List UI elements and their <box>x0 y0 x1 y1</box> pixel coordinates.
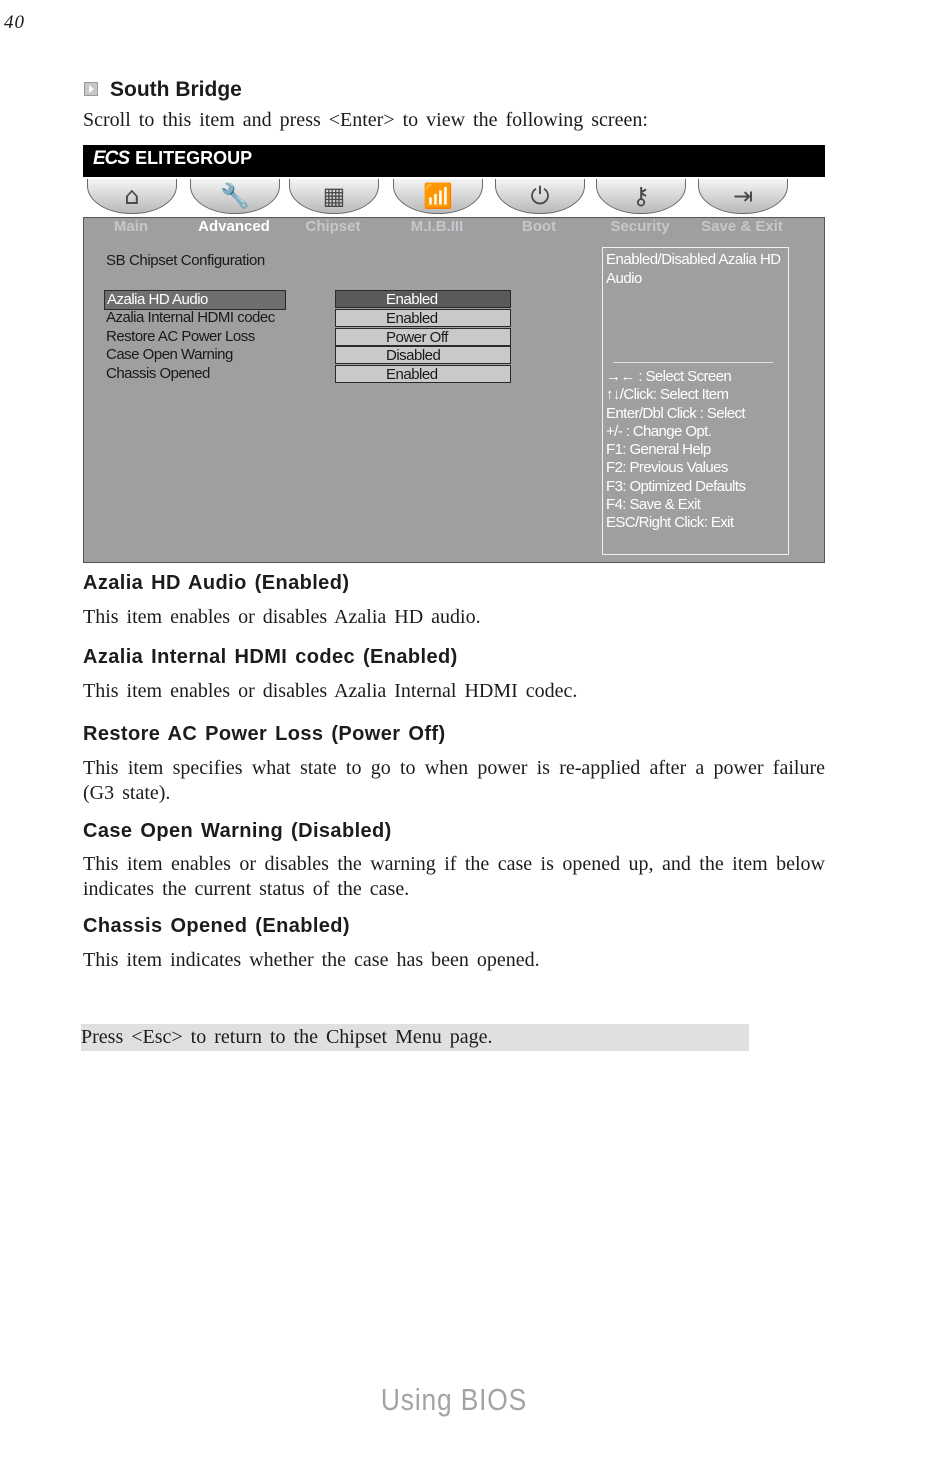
wrench-icon: 🔧 <box>190 179 280 214</box>
item-restore-ac-power-loss[interactable]: Restore AC Power Loss <box>106 328 255 345</box>
chip-icon: ▦ <box>289 179 379 214</box>
desc-title-restore-ac-power-loss: Restore AC Power Loss (Power Off) <box>83 723 446 745</box>
desc-text-restore-ac-power-loss: This item specifies what state to go to when power is re-applied after a power failure (G3 state). <box>83 757 825 804</box>
desc-text-case-open-warning: This item enables or disables the warning if the case is opened up, and the item below indicates the current status of the case. <box>83 853 825 900</box>
key-exit: ESC/Right Click: Exit <box>606 514 734 532</box>
tab-advanced[interactable] <box>186 177 282 255</box>
desc-title-azalia-hdmi-codec: Azalia Internal HDMI codec (Enabled) <box>83 646 458 668</box>
desc-text-azalia-hd-audio: This item enables or disables Azalia HD audio. <box>83 606 481 628</box>
tab-boot-label: Boot <box>521 218 557 235</box>
bios-header <box>83 145 825 177</box>
value-chassis-opened[interactable]: Enabled <box>335 365 511 383</box>
bios-body <box>83 217 825 563</box>
tab-advanced-label: Advanced <box>198 218 270 235</box>
tab-main[interactable] <box>83 177 179 255</box>
key-save-exit: F4: Save & Exit <box>606 496 701 514</box>
section-title: South Bridge <box>110 78 242 101</box>
tab-security[interactable] <box>592 177 688 255</box>
key-optimized-defaults: F3: Optimized Defaults <box>606 477 746 495</box>
tab-mib[interactable] <box>389 177 485 255</box>
key-change-opt: +/- : Change Opt. <box>606 422 712 440</box>
value-case-open-warning[interactable]: Disabled <box>335 346 511 364</box>
tab-chipset[interactable] <box>285 177 381 255</box>
help-text: Enabled/Disabled Azalia HD Audio <box>606 251 781 287</box>
key-select-item: ↑↓/Click: Select Item <box>606 386 729 404</box>
brand-name: ELITEGROUP <box>135 148 253 168</box>
key-icon: ⚷ <box>596 179 686 214</box>
key-previous-values: F2: Previous Values <box>606 459 728 477</box>
help-divider <box>613 362 773 363</box>
item-case-open-warning[interactable]: Case Open Warning <box>106 346 233 363</box>
tab-main-label: Main <box>113 218 149 235</box>
value-azalia-hdmi-codec[interactable]: Enabled <box>335 309 511 327</box>
key-legend <box>606 368 745 533</box>
tab-save-exit[interactable] <box>694 177 790 255</box>
tab-mib-label: M.I.B.III <box>410 218 464 235</box>
page-footer: Using BIOS <box>380 1382 528 1417</box>
chart-icon: 📶 <box>393 179 483 214</box>
value-azalia-hd-audio[interactable]: Enabled <box>335 290 511 308</box>
desc-title-azalia-hd-audio: Azalia HD Audio (Enabled) <box>83 572 350 594</box>
section-marker-icon <box>84 82 98 96</box>
page-number: 40 <box>4 12 25 33</box>
desc-title-case-open-warning: Case Open Warning (Disabled) <box>83 820 392 842</box>
key-select-screen: →← : Select Screen <box>606 368 732 385</box>
desc-text-azalia-hdmi-codec: This item enables or disables Azalia Internal HDMI codec. <box>83 680 578 702</box>
key-select: Enter/Dbl Click : Select <box>606 404 745 422</box>
tab-chipset-label: Chipset <box>305 218 361 235</box>
power-icon: ⏻ <box>495 179 585 214</box>
tab-save-exit-label: Save & Exit <box>701 218 783 235</box>
tab-boot[interactable] <box>491 177 587 255</box>
help-panel <box>602 247 789 555</box>
bios-screenshot <box>83 145 825 562</box>
desc-title-chassis-opened: Chassis Opened (Enabled) <box>83 915 350 937</box>
config-title: SB Chipset Configuration <box>106 252 265 269</box>
item-azalia-hdmi-codec[interactable]: Azalia Internal HDMI codec <box>106 309 275 326</box>
return-note: Press <Esc> to return to the Chipset Menu page. <box>81 1024 749 1051</box>
desc-text-chassis-opened: This item indicates whether the case has been opened. <box>83 949 540 971</box>
key-general-help: F1: General Help <box>606 441 711 459</box>
item-azalia-hd-audio[interactable]: Azalia HD Audio <box>104 290 286 310</box>
bios-tab-bar <box>83 177 825 255</box>
ecs-logo: ECS <box>93 148 130 169</box>
brand <box>93 148 252 170</box>
item-chassis-opened[interactable]: Chassis Opened <box>106 365 210 382</box>
value-restore-ac-power-loss[interactable]: Power Off <box>335 328 511 346</box>
exit-icon: ⇥ <box>698 179 788 214</box>
tab-security-label: Security <box>610 218 670 235</box>
intro-text: Scroll to this item and press <Enter> to view the following screen: <box>83 109 648 131</box>
home-icon: ⌂ <box>87 179 177 214</box>
